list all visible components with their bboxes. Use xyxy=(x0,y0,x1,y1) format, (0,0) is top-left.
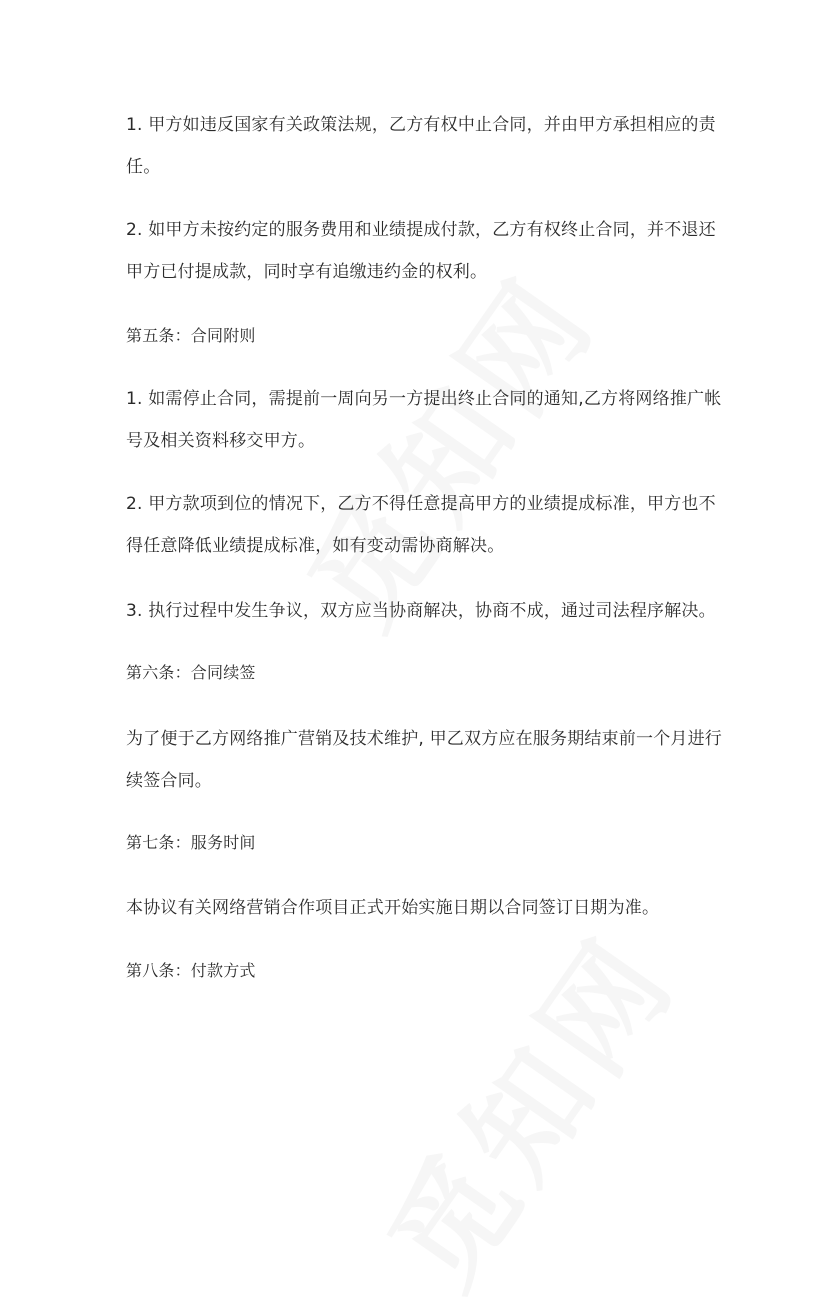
watermark xyxy=(263,237,628,655)
clause-4-item-1-line-1: 1. 甲方如违反国家有关政策法规，乙方有权中止合同，并由甲方承担相应的责 xyxy=(126,115,716,135)
clause-6-line-1: 为了便于乙方网络推广营销及技术维护, 甲乙双方应在服务期结束前一个月进行 xyxy=(126,729,723,749)
section-heading-8: 第八条：付款方式 xyxy=(126,961,256,980)
section-heading-5: 第五条：合同附则 xyxy=(126,326,256,345)
clause-4-item-2-line-2: 甲方已付提成款，同时享有追缴违约金的权利。 xyxy=(126,262,488,282)
section-heading-7: 第七条：服务时间 xyxy=(126,833,256,852)
clause-5-item-1-line-1: 1. 如需停止合同，需提前一周向另一方提出终止合同的通知,乙方将网络推广帐 xyxy=(126,389,722,409)
clause-5-item-1-line-2: 号及相关资料移交甲方。 xyxy=(126,431,316,451)
clause-5-item-2-line-2: 得任意降低业绩提成标准，如有变动需协商解决。 xyxy=(126,536,505,556)
section-heading-6: 第六条：合同续签 xyxy=(126,663,256,682)
clause-5-item-2-line-1: 2. 甲方款项到位的情况下，乙方不得任意提高甲方的业绩提成标准，甲方也不 xyxy=(126,494,716,514)
watermark-bottom xyxy=(343,897,708,1315)
clause-6-line-2: 续签合同。 xyxy=(126,771,212,791)
clause-5-item-3: 3. 执行过程中发生争议，双方应当协商解决，协商不成，通过司法程序解决。 xyxy=(126,601,716,621)
clause-7-line-1: 本协议有关网络营销合作项目正式开始实施日期以合同签订日期为准。 xyxy=(126,898,660,918)
clause-4-item-1-line-2: 任。 xyxy=(126,157,161,177)
clause-4-item-2-line-1: 2. 如甲方未按约定的服务费用和业绩提成付款，乙方有权终止合同，并不退还 xyxy=(126,220,716,240)
